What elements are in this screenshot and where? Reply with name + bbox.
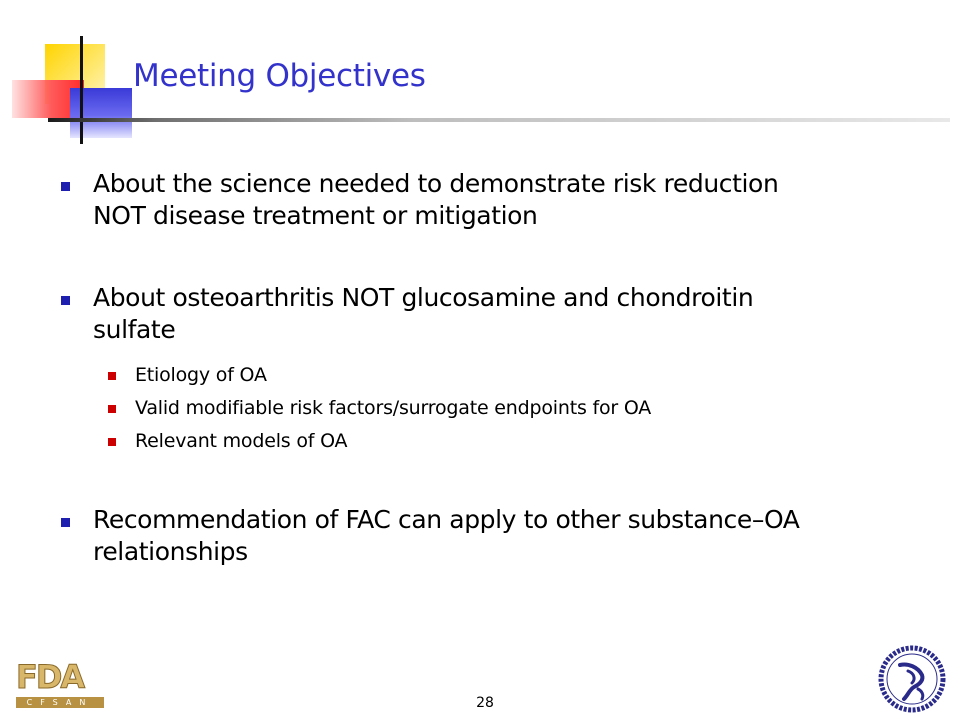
hhs-seal-icon xyxy=(878,645,946,713)
bullet-line: About osteoarthritis NOT glucosamine and chondroitin xyxy=(93,283,754,312)
decorative-vertical-line xyxy=(80,36,83,144)
sub-bullet-marker-icon xyxy=(108,438,116,446)
bullet-marker-icon xyxy=(61,518,70,527)
slide-title: Meeting Objectives xyxy=(133,58,426,94)
fda-logo-letters: FDA xyxy=(16,658,84,696)
bullet-item xyxy=(93,168,923,232)
bullet-line: About the science needed to demonstrate risk reduction xyxy=(93,169,779,198)
bullet-marker-icon xyxy=(61,182,70,191)
page-number: 28 xyxy=(476,695,494,711)
bullet-item xyxy=(93,282,923,346)
bullet-item xyxy=(93,504,923,568)
title-underline xyxy=(48,118,950,122)
cfsan-logo-text: CFSAN xyxy=(16,697,104,708)
sub-bullet-item: Valid modifiable risk factors/surrogate endpoints for OA xyxy=(135,397,652,419)
bullet-line: sulfate xyxy=(93,315,176,344)
sub-bullet-marker-icon xyxy=(108,405,116,413)
bullet-line: NOT disease treatment or mitigation xyxy=(93,201,538,230)
bullet-marker-icon xyxy=(61,296,70,305)
sub-bullet-item: Relevant models of OA xyxy=(135,430,348,452)
bullet-line: relationships xyxy=(93,537,248,566)
bullet-line: Recommendation of FAC can apply to other substance–OA xyxy=(93,505,800,534)
sub-bullet-marker-icon xyxy=(108,372,116,380)
fda-cfsan-logo xyxy=(16,660,104,710)
sub-bullet-item: Etiology of OA xyxy=(135,364,267,386)
